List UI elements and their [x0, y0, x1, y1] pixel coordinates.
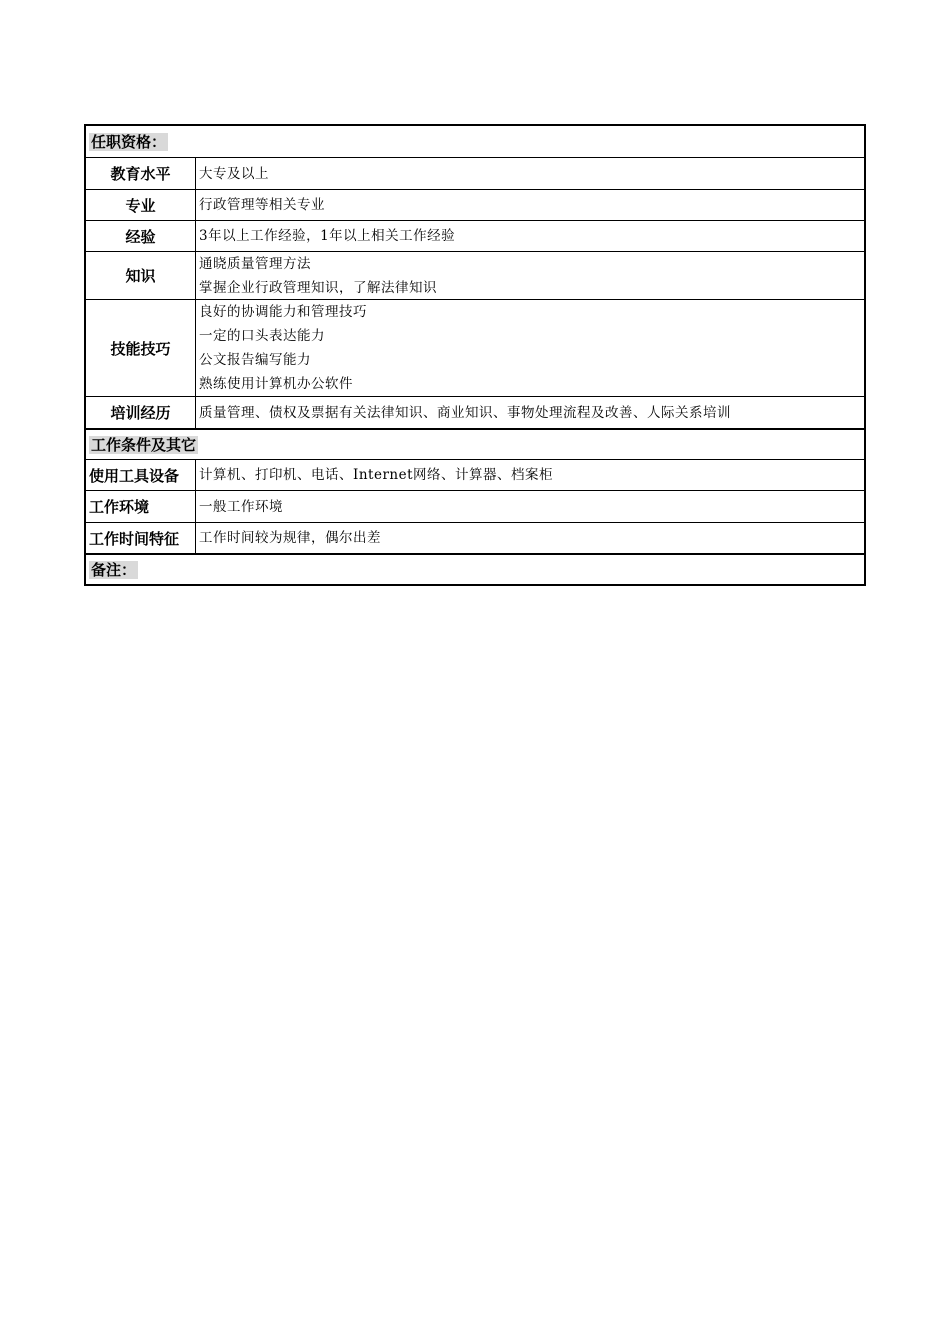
experience-line: 3年以上工作经验，1年以上相关工作经验 — [199, 228, 456, 244]
training-label: 培训经历 — [86, 397, 196, 428]
tools-label: 使用工具设备 — [86, 460, 196, 490]
table-row — [86, 490, 864, 522]
skills-line: 熟练使用计算机办公软件 — [199, 376, 353, 392]
skills-value — [196, 300, 864, 396]
training-line: 质量管理、债权及票据有关法律知识、商业知识、事物处理流程及改善、人际关系培训 — [199, 404, 731, 421]
major-line: 行政管理等相关专业 — [199, 197, 325, 213]
remarks-header — [86, 553, 864, 584]
skills-line: 良好的协调能力和管理技巧 — [199, 304, 367, 320]
knowledge-label: 知识 — [86, 252, 196, 299]
environment-value — [196, 491, 864, 522]
knowledge-value — [196, 252, 864, 299]
remarks-title: 备注： — [91, 560, 137, 579]
conditions-title: 工作条件及其它 — [91, 435, 197, 454]
tools-line: 计算机、打印机、电话、Internet网络、计算器、档案柜 — [199, 467, 554, 483]
table-row — [86, 459, 864, 490]
job-description-table — [84, 124, 866, 586]
table-row — [86, 220, 864, 251]
work-time-value — [196, 523, 864, 553]
table-row — [86, 157, 864, 189]
qualifications-header — [86, 126, 864, 157]
skills-line: 一定的口头表达能力 — [199, 328, 325, 344]
major-label: 专业 — [86, 190, 196, 220]
knowledge-line: 通晓质量管理方法 — [199, 255, 311, 272]
environment-line: 一般工作环境 — [199, 498, 283, 515]
tools-value — [196, 460, 864, 490]
skills-label: 技能技巧 — [86, 300, 196, 396]
education-line: 大专及以上 — [199, 165, 269, 182]
major-value — [196, 190, 864, 220]
table-row — [86, 251, 864, 299]
knowledge-line: 掌握企业行政管理知识，了解法律知识 — [199, 279, 437, 296]
environment-label: 工作环境 — [86, 491, 196, 522]
experience-value — [196, 221, 864, 251]
training-value — [196, 397, 864, 428]
education-value — [196, 158, 864, 189]
work-time-label: 工作时间特征 — [86, 523, 196, 553]
work-time-line: 工作时间较为规律，偶尔出差 — [199, 530, 381, 546]
conditions-header — [86, 428, 864, 459]
table-row — [86, 522, 864, 553]
table-row — [86, 299, 864, 396]
qualifications-title: 任职资格： — [91, 132, 167, 151]
table-row — [86, 396, 864, 428]
education-label: 教育水平 — [86, 158, 196, 189]
table-row — [86, 189, 864, 220]
experience-label: 经验 — [86, 221, 196, 251]
skills-line: 公文报告编写能力 — [199, 352, 311, 368]
